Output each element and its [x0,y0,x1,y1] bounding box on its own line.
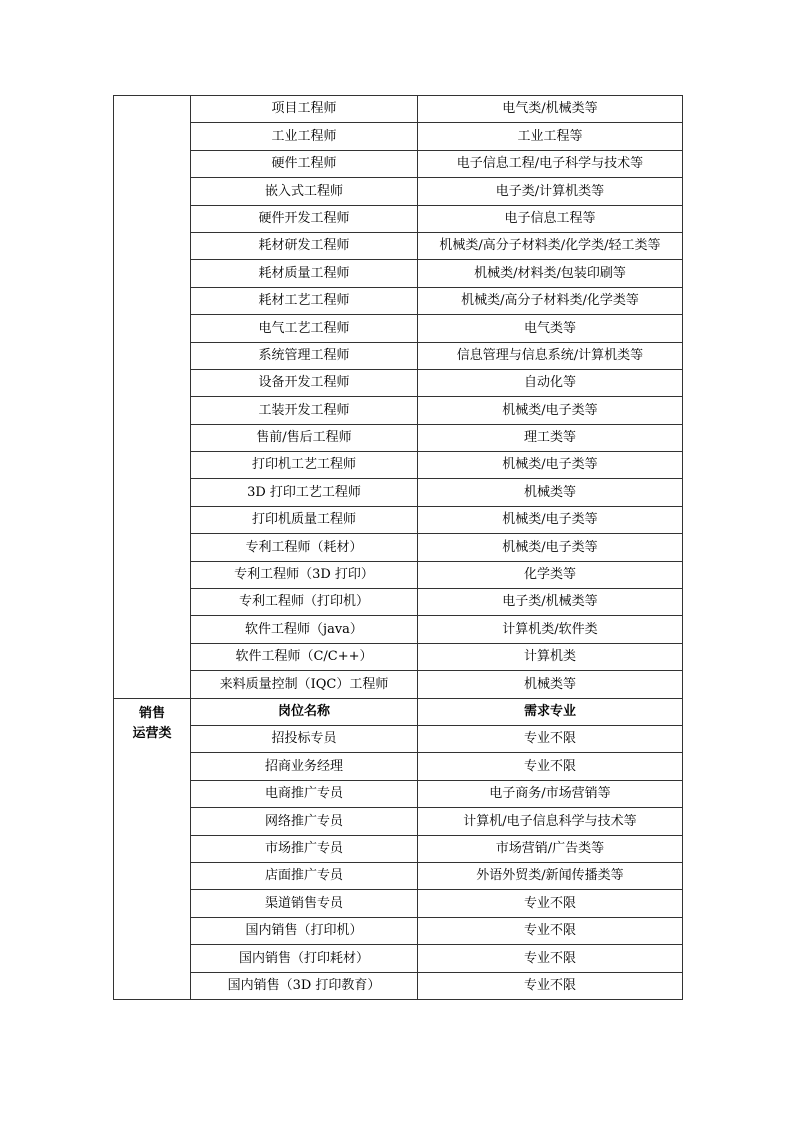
major-cell: 计算机类/软件类 [418,616,683,643]
sales-header-row [114,698,683,725]
table-row [114,342,683,369]
position-cell: 招商业务经理 [191,753,418,780]
major-cell: 机械类/高分子材料类/化学类等 [418,287,683,314]
major-cell: 机械类等 [418,479,683,506]
position-cell: 嵌入式工程师 [191,178,418,205]
position-cell: 硬件工程师 [191,150,418,177]
major-cell: 机械类/电子类等 [418,397,683,424]
category-label-line2: 运营类 [132,725,172,741]
table-row [114,808,683,835]
table-row [114,369,683,396]
major-cell: 机械类/电子类等 [418,452,683,479]
table-row [114,753,683,780]
position-cell: 项目工程师 [191,96,418,123]
position-cell: 专利工程师（打印机） [191,589,418,616]
position-cell: 打印机工艺工程师 [191,452,418,479]
position-cell: 专利工程师（耗材） [191,534,418,561]
table-row [114,671,683,698]
table-row [114,260,683,287]
major-cell: 专业不限 [418,725,683,752]
table-row [114,561,683,588]
table-row [114,506,683,533]
category-cell-sales [114,698,191,999]
table-row [114,150,683,177]
major-cell: 工业工程等 [418,123,683,150]
major-cell: 电气类等 [418,315,683,342]
table-row [114,315,683,342]
table-row [114,945,683,972]
position-cell: 工业工程师 [191,123,418,150]
major-cell: 机械类/高分子材料类/化学类/轻工类等 [418,232,683,259]
major-cell: 电子类/机械类等 [418,589,683,616]
table-row [114,917,683,944]
table-row [114,232,683,259]
table-row [114,96,683,123]
table-row [114,780,683,807]
major-cell: 专业不限 [418,890,683,917]
major-cell: 专业不限 [418,972,683,999]
major-cell: 电子信息工程/电子科学与技术等 [418,150,683,177]
position-cell: 招投标专员 [191,725,418,752]
table-row [114,972,683,999]
major-cell: 理工类等 [418,424,683,451]
position-cell: 打印机质量工程师 [191,506,418,533]
position-cell: 国内销售（打印机） [191,917,418,944]
table-row [114,287,683,314]
table-row [114,589,683,616]
table-row [114,424,683,451]
position-cell: 耗材研发工程师 [191,232,418,259]
position-cell: 电气工艺工程师 [191,315,418,342]
major-cell: 电子商务/市场营销等 [418,780,683,807]
major-cell: 机械类/电子类等 [418,534,683,561]
position-cell: 工装开发工程师 [191,397,418,424]
table-row [114,123,683,150]
major-cell: 电气类/机械类等 [418,96,683,123]
major-cell: 专业不限 [418,917,683,944]
table-row [114,643,683,670]
major-cell: 外语外贸类/新闻传播类等 [418,862,683,889]
table-row [114,397,683,424]
position-cell: 3D 打印工艺工程师 [191,479,418,506]
major-cell: 电子信息工程等 [418,205,683,232]
table-row [114,205,683,232]
major-cell: 化学类等 [418,561,683,588]
category-label-line1: 销售 [138,705,165,721]
position-cell: 专利工程师（3D 打印） [191,561,418,588]
major-cell: 电子类/计算机类等 [418,178,683,205]
major-cell: 信息管理与信息系统/计算机类等 [418,342,683,369]
position-cell: 系统管理工程师 [191,342,418,369]
major-cell: 机械类等 [418,671,683,698]
major-cell: 自动化等 [418,369,683,396]
position-cell: 电商推广专员 [191,780,418,807]
column-header-major: 需求专业 [418,698,683,725]
position-cell: 软件工程师（java） [191,616,418,643]
table-row [114,835,683,862]
position-cell: 设备开发工程师 [191,369,418,396]
table-row [114,890,683,917]
position-cell: 网络推广专员 [191,808,418,835]
position-cell: 渠道销售专员 [191,890,418,917]
table-row [114,725,683,752]
position-cell: 国内销售（打印耗材） [191,945,418,972]
major-cell: 市场营销/广告类等 [418,835,683,862]
column-header-position: 岗位名称 [191,698,418,725]
table-row [114,534,683,561]
major-cell: 专业不限 [418,945,683,972]
position-cell: 耗材工艺工程师 [191,287,418,314]
major-cell: 专业不限 [418,753,683,780]
position-cell: 市场推广专员 [191,835,418,862]
position-cell: 软件工程师（C/C++） [191,643,418,670]
table-row [114,862,683,889]
table-row [114,178,683,205]
major-cell: 机械类/电子类等 [418,506,683,533]
table-row [114,452,683,479]
major-cell: 机械类/材料类/包装印刷等 [418,260,683,287]
table-row [114,479,683,506]
job-requirements-table [113,95,683,1000]
position-cell: 售前/售后工程师 [191,424,418,451]
table-row [114,616,683,643]
major-cell: 计算机/电子信息科学与技术等 [418,808,683,835]
job-table-body [114,96,683,1000]
position-cell: 硬件开发工程师 [191,205,418,232]
major-cell: 计算机类 [418,643,683,670]
position-cell: 国内销售（3D 打印教育） [191,972,418,999]
category-cell-engineering [114,96,191,699]
position-cell: 耗材质量工程师 [191,260,418,287]
position-cell: 店面推广专员 [191,862,418,889]
position-cell: 来料质量控制（IQC）工程师 [191,671,418,698]
